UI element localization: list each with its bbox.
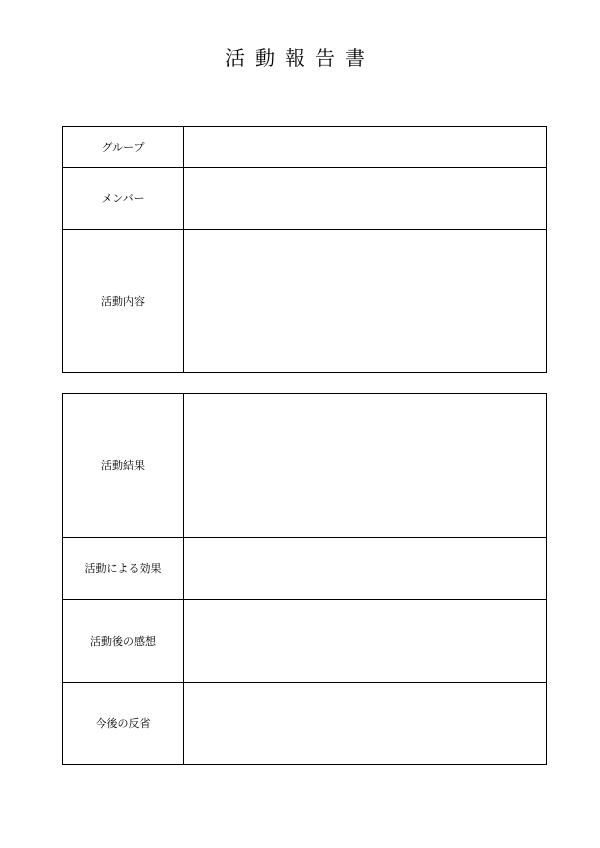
members-label: メンバー [63, 168, 184, 230]
impression-value [184, 600, 547, 683]
activity-result-label [63, 394, 184, 538]
reflection-label-title: 今後の反省 [95, 717, 151, 730]
effect-label [63, 538, 184, 600]
table-row [63, 394, 547, 538]
activity-result-label-title: 活動結果 [101, 459, 145, 472]
activity-content-value [184, 230, 547, 373]
members-value [184, 168, 547, 230]
results-table [62, 393, 547, 765]
activity-result-value [184, 394, 547, 538]
group-value [184, 127, 547, 168]
effect-value [184, 538, 547, 600]
table-row [63, 538, 547, 600]
impression-label-title: 活動後の感想 [90, 634, 156, 648]
reflection-label [63, 683, 184, 765]
activity-content-label: 活動内容 [63, 230, 184, 373]
table-row [63, 127, 547, 168]
effect-label-title: 活動による効果 [84, 562, 162, 575]
summary-table [62, 126, 547, 373]
table-row [63, 683, 547, 765]
impression-label [63, 600, 184, 683]
table-row [63, 230, 547, 373]
page-title: 活動報告書 [225, 46, 375, 70]
group-label: グループ [63, 127, 184, 168]
reflection-value [184, 683, 547, 765]
table-row [63, 600, 547, 683]
table-row [63, 168, 547, 230]
